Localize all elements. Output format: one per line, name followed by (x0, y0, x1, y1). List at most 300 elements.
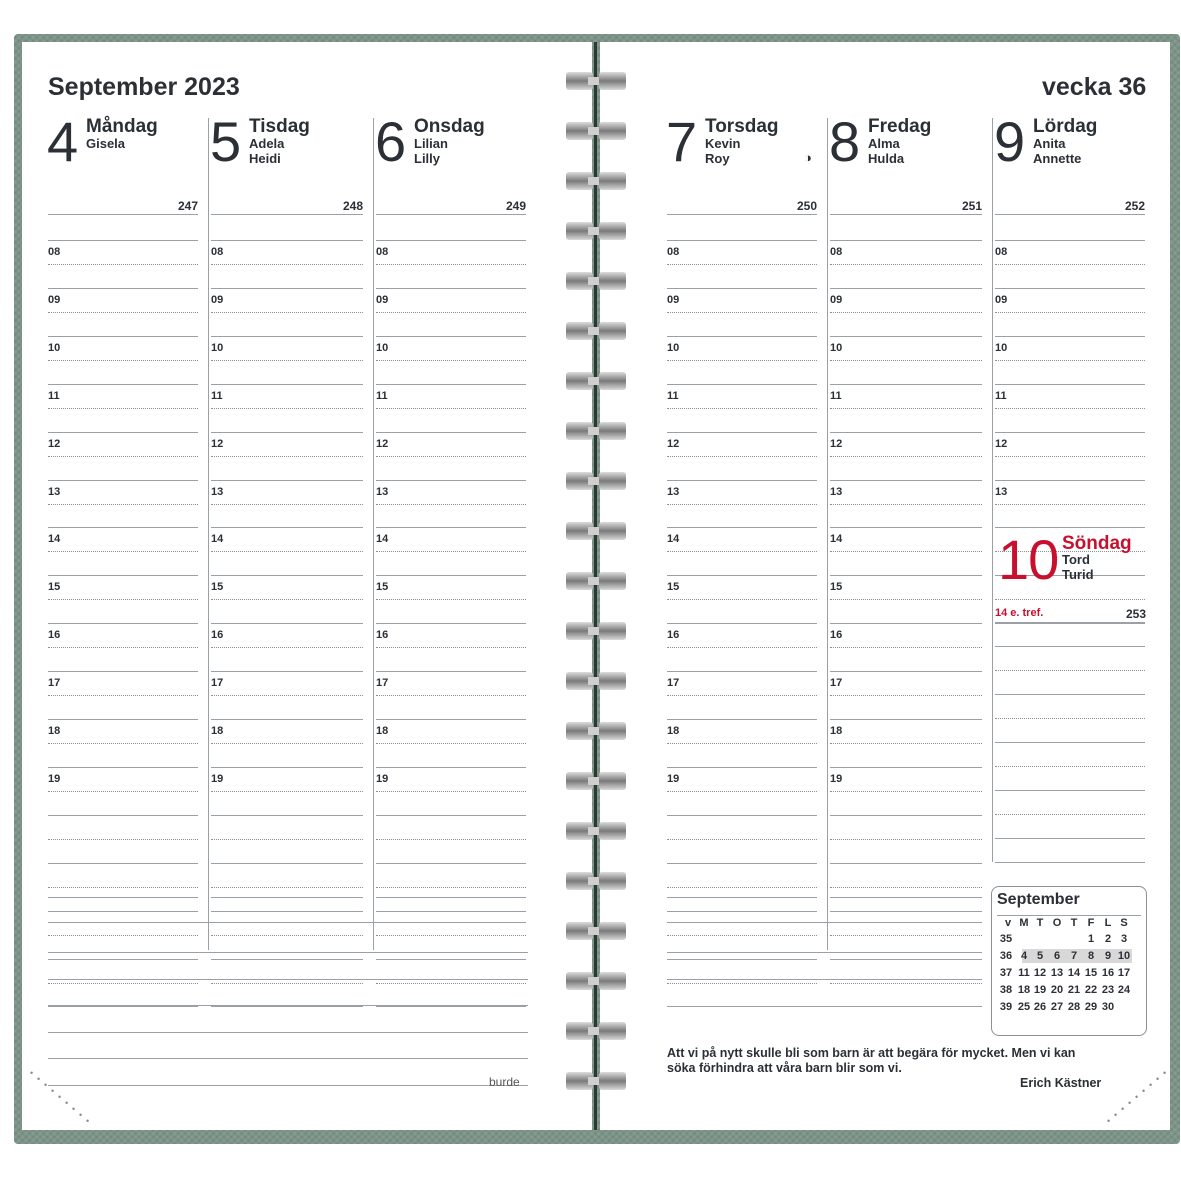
hour-label: 10 (376, 341, 389, 354)
hour-label: 18 (667, 725, 680, 737)
time-line (830, 719, 982, 720)
ring-loop (599, 1072, 626, 1090)
mini-calendar-day: 25 (1017, 1001, 1031, 1013)
binding-ring (566, 1022, 626, 1040)
binding-ring (566, 522, 626, 540)
time-line (48, 480, 198, 481)
time-line (667, 288, 817, 289)
time-line (48, 527, 198, 528)
mini-calendar-header: F (1087, 917, 1095, 929)
time-line (211, 719, 363, 720)
hour-label: 09 (376, 293, 389, 306)
time-line (376, 384, 526, 385)
ring-loop (599, 522, 626, 540)
half-hour-line (211, 504, 363, 505)
half-hour-line (830, 551, 982, 552)
mini-calendar-day: 23 (1101, 984, 1115, 996)
day-name: Måndag (86, 116, 158, 137)
binding-ring (566, 872, 626, 890)
time-line (211, 959, 363, 960)
hour-label: 17 (376, 677, 389, 690)
half-hour-line (211, 312, 363, 313)
day-header-line (211, 214, 363, 215)
half-hour-line (995, 718, 1145, 719)
time-line (211, 623, 363, 624)
half-hour-line (48, 456, 198, 457)
mini-calendar-day: 24 (1117, 984, 1131, 996)
time-line (211, 240, 363, 241)
half-hour-line (995, 264, 1145, 265)
mini-calendar-header: v (1004, 917, 1012, 929)
ring-loop (599, 222, 626, 240)
time-line (211, 575, 363, 576)
time-line (995, 646, 1145, 647)
time-line (667, 863, 817, 864)
day-of-year: 253 (1125, 607, 1146, 621)
hour-label: 08 (995, 246, 1008, 258)
mini-calendar-day: 19 (1033, 984, 1047, 996)
time-line (48, 623, 198, 624)
time-line (830, 623, 982, 624)
note-line (48, 897, 198, 898)
day-number: 8 (829, 110, 860, 173)
time-line (376, 863, 526, 864)
half-hour-line (376, 983, 526, 984)
binding-ring (566, 672, 626, 690)
mini-calendar-day: 5 (1036, 950, 1044, 962)
time-line (376, 336, 526, 337)
half-hour-line (667, 791, 817, 792)
half-hour-line (830, 695, 982, 696)
note-line (667, 897, 817, 898)
day-header-line (376, 214, 526, 215)
hour-label: 15 (48, 581, 61, 594)
time-line (376, 288, 526, 289)
half-hour-line (830, 264, 982, 265)
half-hour-line (376, 360, 526, 361)
ring-loop (599, 272, 626, 290)
hour-label: 13 (995, 485, 1008, 498)
time-line (211, 480, 363, 481)
corner-stitch: • (1163, 1068, 1167, 1078)
time-line (830, 911, 982, 912)
half-hour-line (211, 887, 363, 888)
half-hour-line (376, 695, 526, 696)
day-number: 4 (47, 110, 78, 173)
day-of-year: 252 (1124, 199, 1145, 213)
ring-loop (599, 422, 626, 440)
mini-calendar-day: 17 (1117, 967, 1131, 979)
mini-calendar-title: September (997, 891, 1080, 908)
half-hour-line (48, 791, 198, 792)
half-hour-line (211, 695, 363, 696)
hour-label: 19 (376, 772, 389, 785)
time-line (667, 719, 817, 720)
hour-label: 18 (376, 725, 389, 737)
half-hour-line (667, 312, 817, 313)
mini-calendar-day: 18 (1017, 984, 1031, 996)
binding-ring (566, 922, 626, 940)
time-line (48, 240, 198, 241)
time-line (667, 959, 817, 960)
time-line (211, 671, 363, 672)
time-line (995, 862, 1145, 863)
hour-label: 11 (995, 389, 1007, 402)
time-line (376, 959, 526, 960)
half-hour-line (48, 599, 198, 600)
name-day: Roy (705, 151, 730, 166)
time-line (995, 288, 1145, 289)
binding-ring (566, 972, 626, 990)
ring-loop (599, 472, 626, 490)
half-hour-line (211, 983, 363, 984)
time-line (48, 719, 198, 720)
half-hour-line (995, 408, 1145, 409)
hour-label: 16 (667, 629, 680, 642)
mini-calendar-day: 9 (1104, 950, 1112, 962)
note-line (48, 979, 528, 980)
binding-ring (566, 722, 626, 740)
mini-calendar-day: 29 (1084, 1001, 1098, 1013)
time-line (48, 671, 198, 672)
half-hour-line (667, 743, 817, 744)
half-hour-line (376, 743, 526, 744)
ring-loop (599, 122, 626, 140)
mini-calendar-day: 10 (1117, 950, 1131, 962)
half-hour-line (211, 264, 363, 265)
half-hour-line (376, 839, 526, 840)
note-line (48, 922, 526, 923)
hour-label: 18 (830, 725, 843, 737)
time-line (995, 742, 1145, 743)
time-line (830, 575, 982, 576)
time-line (830, 767, 982, 768)
corner-stitch: • (1149, 1080, 1153, 1090)
hour-label: 18 (211, 725, 224, 737)
binding-ring (566, 1072, 626, 1090)
mini-calendar-day: 22 (1084, 984, 1098, 996)
name-day: Annette (1033, 151, 1082, 166)
note-line (667, 1006, 982, 1007)
name-day: Alma (868, 136, 900, 151)
half-hour-line (667, 456, 817, 457)
half-hour-line (830, 743, 982, 744)
mini-calendar-week: 37 (999, 967, 1013, 979)
half-hour-line (376, 647, 526, 648)
hour-label: 08 (830, 246, 843, 258)
mini-calendar-header: M (1019, 917, 1029, 929)
day-of-year: 249 (505, 199, 526, 213)
mini-calendar-day: 20 (1050, 984, 1064, 996)
mini-calendar-header: T (1070, 917, 1078, 929)
time-line (48, 288, 198, 289)
ring-loop (599, 322, 626, 340)
hour-label: 16 (830, 629, 843, 642)
hour-label: 13 (830, 485, 843, 498)
day-header-line (48, 214, 198, 215)
hour-label: 10 (995, 341, 1008, 354)
corner-stitch: • (1142, 1086, 1146, 1096)
binding-ring (566, 422, 626, 440)
corner-stitch: • (79, 1110, 83, 1120)
hour-label: 12 (995, 437, 1008, 450)
half-hour-line (48, 695, 198, 696)
binding-ring (566, 622, 626, 640)
half-hour-line (376, 791, 526, 792)
mini-calendar-header: T (1036, 917, 1044, 929)
time-line (830, 240, 982, 241)
mini-calendar-week: 39 (999, 1001, 1013, 1013)
day-number: 5 (210, 110, 241, 173)
half-hour-line (48, 360, 198, 361)
name-day: Kevin (705, 136, 741, 151)
time-line (376, 911, 526, 912)
corner-stitch: • (1107, 1116, 1111, 1126)
mini-calendar-day: 11 (1018, 967, 1030, 979)
mini-calendar-day: 7 (1070, 950, 1078, 962)
time-line (667, 527, 817, 528)
time-line (376, 623, 526, 624)
hour-label: 08 (376, 246, 389, 258)
moon-phase-icon: ◑ (804, 150, 812, 165)
day-number: 6 (375, 110, 406, 173)
corner-stitch: • (37, 1074, 41, 1084)
time-line (667, 623, 817, 624)
time-line (830, 288, 982, 289)
mini-calendar-week: 38 (999, 984, 1013, 996)
time-line (667, 575, 817, 576)
hour-label: 17 (830, 677, 843, 690)
half-hour-line (211, 456, 363, 457)
day-name: Söndag (1062, 533, 1132, 554)
hour-label: 11 (667, 389, 679, 402)
brand-logo: burde (489, 1075, 520, 1089)
time-line (211, 288, 363, 289)
hour-label: 09 (211, 293, 224, 306)
half-hour-line (995, 670, 1145, 671)
note-line (667, 979, 982, 980)
half-hour-line (995, 456, 1145, 457)
time-line (667, 480, 817, 481)
time-line (995, 694, 1145, 695)
mini-calendar-day: 3 (1120, 933, 1128, 945)
day-header-line (995, 214, 1145, 215)
hour-label: 14 (48, 533, 61, 546)
time-line (376, 480, 526, 481)
corner-stitch: • (1156, 1074, 1160, 1084)
day-of-year: 250 (796, 199, 817, 213)
mini-calendar-week: 35 (999, 933, 1013, 945)
ring-loop (599, 922, 626, 940)
note-line (48, 952, 528, 953)
mini-calendar-day: 8 (1087, 950, 1095, 962)
hour-label: 17 (48, 677, 61, 690)
time-line (48, 575, 198, 576)
time-line (667, 240, 817, 241)
binding-ring (566, 772, 626, 790)
hour-label: 09 (830, 293, 843, 306)
half-hour-line (667, 408, 817, 409)
time-line (376, 432, 526, 433)
corner-stitch: • (86, 1116, 90, 1126)
time-line (830, 527, 982, 528)
binding-ring (566, 272, 626, 290)
mini-calendar-day: 1 (1087, 933, 1095, 945)
half-hour-line (376, 887, 526, 888)
time-line (376, 767, 526, 768)
mini-calendar-day: 21 (1067, 984, 1081, 996)
hour-label: 08 (48, 246, 61, 258)
corner-stitch: • (1121, 1104, 1125, 1114)
half-hour-line (211, 935, 363, 936)
corner-stitch: • (1114, 1110, 1118, 1120)
name-day: Anita (1033, 136, 1066, 151)
hour-label: 12 (830, 437, 843, 450)
hour-label: 13 (48, 485, 61, 498)
time-line (830, 336, 982, 337)
binding-ring (566, 122, 626, 140)
time-line (667, 767, 817, 768)
time-line (48, 863, 198, 864)
column-divider (373, 118, 374, 950)
half-hour-line (830, 791, 982, 792)
hour-label: 12 (667, 437, 680, 450)
time-line (211, 336, 363, 337)
hour-label: 18 (48, 725, 61, 737)
hour-label: 13 (211, 485, 224, 498)
half-hour-line (667, 551, 817, 552)
day-number: 9 (994, 110, 1025, 173)
half-hour-line (667, 887, 817, 888)
half-hour-line (830, 360, 982, 361)
hour-label: 12 (211, 437, 224, 450)
hour-label: 19 (667, 772, 680, 785)
half-hour-line (376, 504, 526, 505)
half-hour-line (48, 408, 198, 409)
half-hour-line (211, 647, 363, 648)
mini-calendar-rule (997, 915, 1141, 916)
corner-stitch: • (1135, 1092, 1139, 1102)
time-line (995, 790, 1145, 791)
time-line (667, 384, 817, 385)
time-line (995, 336, 1145, 337)
column-divider (992, 118, 993, 862)
day-of-year: 248 (342, 199, 363, 213)
name-day: Hulda (868, 151, 905, 166)
half-hour-line (667, 599, 817, 600)
time-line (830, 863, 982, 864)
half-hour-line (48, 551, 198, 552)
half-hour-line (376, 456, 526, 457)
time-line (830, 432, 982, 433)
half-hour-line (667, 264, 817, 265)
time-line (830, 815, 982, 816)
day-name: Fredag (868, 116, 932, 137)
quote-author: Erich Kästner (1020, 1076, 1102, 1090)
time-line (48, 336, 198, 337)
time-line (995, 623, 1145, 624)
time-line (830, 384, 982, 385)
name-day: Tord (1062, 552, 1090, 567)
time-line (211, 432, 363, 433)
half-hour-line (830, 312, 982, 313)
half-hour-line (48, 312, 198, 313)
half-hour-line (667, 504, 817, 505)
note-line (211, 897, 363, 898)
time-line (667, 911, 817, 912)
time-line (48, 959, 198, 960)
half-hour-line (667, 360, 817, 361)
month-year-title: September 2023 (48, 73, 240, 101)
hour-label: 16 (211, 629, 224, 642)
day-header-line (830, 214, 982, 215)
binding-ring (566, 72, 626, 90)
hour-label: 17 (211, 677, 224, 690)
mini-calendar-day: 6 (1053, 950, 1061, 962)
mini-calendar-day: 30 (1101, 1001, 1115, 1013)
day-of-year: 251 (961, 199, 982, 213)
time-line (211, 1006, 363, 1007)
day-name: Onsdag (414, 116, 485, 137)
time-line (376, 527, 526, 528)
time-line (376, 719, 526, 720)
time-line (211, 527, 363, 528)
ring-loop (599, 822, 626, 840)
day-number: 7 (666, 110, 697, 173)
name-day: Lilian (414, 136, 448, 151)
ring-loop (599, 1022, 626, 1040)
time-line (667, 671, 817, 672)
half-hour-line (667, 839, 817, 840)
time-line (48, 767, 198, 768)
half-hour-line (211, 408, 363, 409)
mini-calendar-day: 28 (1067, 1001, 1081, 1013)
note-line (48, 1005, 528, 1006)
half-hour-line (48, 887, 198, 888)
half-hour-line (830, 983, 982, 984)
corner-stitch: • (1128, 1098, 1132, 1108)
time-line (830, 959, 982, 960)
time-line (48, 1006, 198, 1007)
corner-stitch: • (72, 1104, 76, 1114)
mini-calendar-day: 15 (1084, 967, 1098, 979)
hour-label: 16 (376, 629, 389, 642)
half-hour-line (211, 599, 363, 600)
half-hour-line (211, 360, 363, 361)
hour-label: 19 (211, 772, 224, 785)
binding-ring (566, 172, 626, 190)
mini-calendar-day: 16 (1101, 967, 1115, 979)
mini-calendar-day: 27 (1050, 1001, 1064, 1013)
time-line (48, 815, 198, 816)
hour-label: 15 (211, 581, 224, 594)
ring-loop (599, 622, 626, 640)
time-line (376, 575, 526, 576)
time-line (667, 336, 817, 337)
half-hour-line (995, 766, 1145, 767)
hour-label: 17 (667, 677, 680, 690)
ring-loop (599, 172, 626, 190)
time-line (211, 863, 363, 864)
hour-label: 14 (830, 533, 843, 546)
hour-label: 10 (211, 341, 224, 354)
hour-label: 12 (48, 437, 61, 450)
mini-calendar-header: L (1104, 917, 1112, 929)
binding-ring (566, 372, 626, 390)
half-hour-line (48, 647, 198, 648)
half-hour-line (376, 935, 526, 936)
ring-loop (599, 372, 626, 390)
